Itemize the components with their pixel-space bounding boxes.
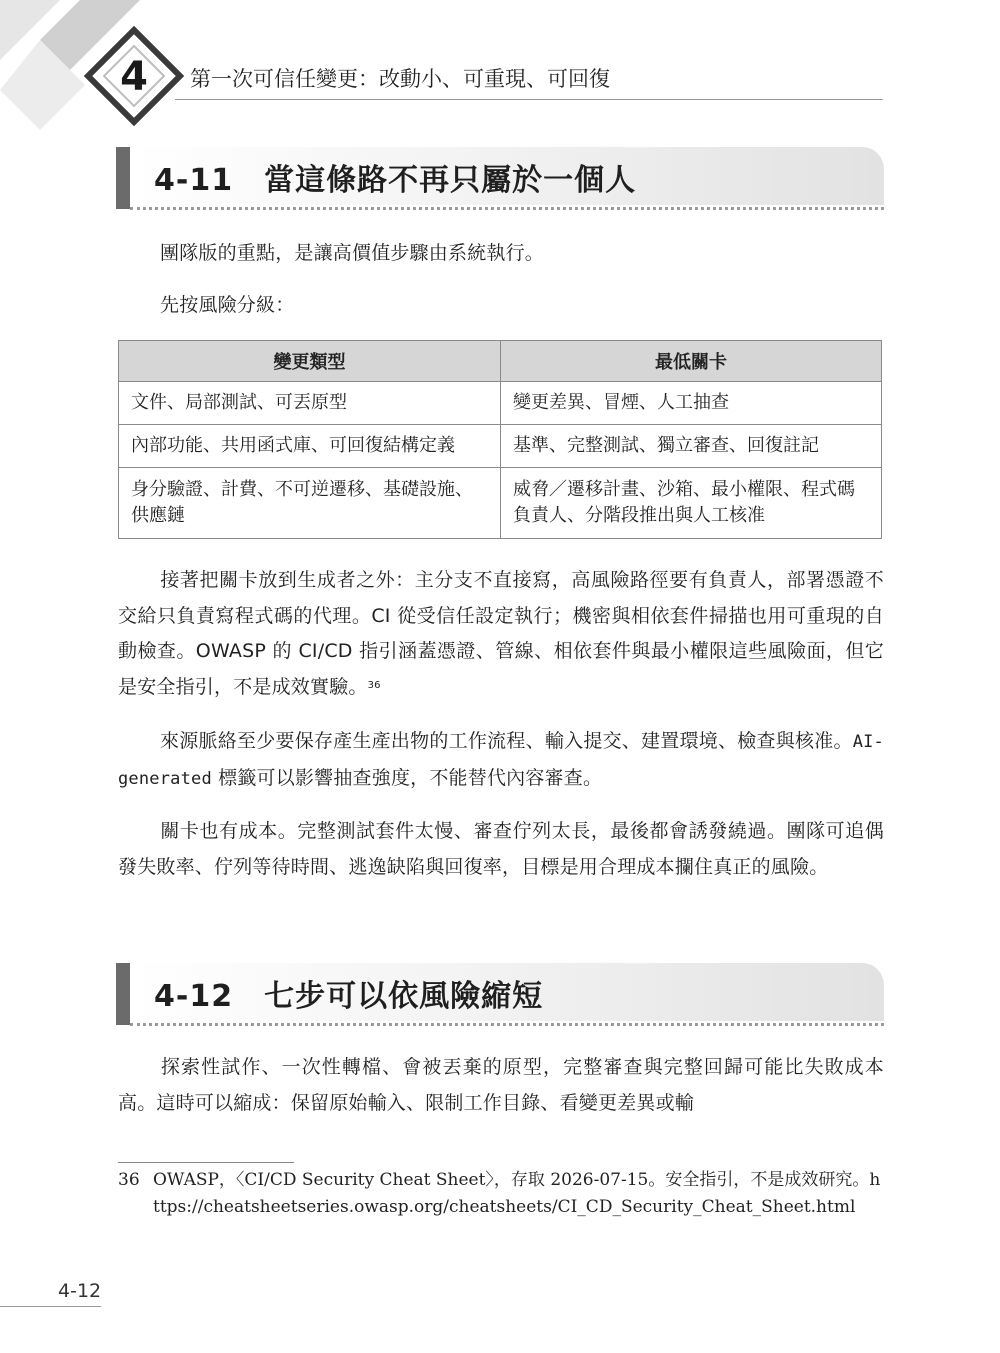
chapter-number: 4 bbox=[120, 54, 148, 100]
section-heading-bar bbox=[116, 963, 130, 1025]
section-title: 4-11 當這條路不再只屬於一個人 bbox=[154, 163, 637, 198]
risk-gate-table bbox=[118, 340, 882, 539]
footnote-rule bbox=[118, 1162, 294, 1163]
inline-code: AI-generated bbox=[118, 732, 884, 789]
paragraph-text: 接著把關卡放到生成者之外：主分支不直接寫，高風險路徑要有負責人，部署憑證不交給只負責寫程式碼的代理。CI 從受信任設定執行；機密與相依套件掃描也用可重現的自動檢查。OWASP 的 CI/CD 指引涵蓋憑證、管線、相依套件與最小權限這些風險面，但它是安全指引，不是成效實驗。 bbox=[118, 569, 884, 698]
paragraph bbox=[118, 288, 884, 324]
section-heading-bar bbox=[116, 147, 130, 209]
table-header-cell: 最低關卡 bbox=[501, 341, 882, 382]
paragraph-text: 探索性試作、一次性轉檔、會被丟棄的原型，完整審查與完整回歸可能比失敗成本高。這時可以縮成：保留原始輸入、限制工作目錄、看變更差異或輸 bbox=[118, 1056, 884, 1114]
table-cell: 內部功能、共用函式庫、可回復結構定義 bbox=[119, 425, 501, 468]
page-number: 4-12 bbox=[58, 1280, 102, 1302]
section-heading-4-12 bbox=[116, 963, 884, 1027]
table-cell: 威脅／遷移計畫、沙箱、最小權限、程式碼負責人、分階段推出與人工核准 bbox=[501, 468, 882, 539]
chapter-corner-decoration bbox=[0, 0, 200, 140]
table-cell: 變更差異、冒煙、人工抽查 bbox=[501, 382, 882, 425]
paragraph-text: 關卡也有成本。完整測試套件太慢、審查佇列太長，最後都會誘發繞過。團隊可追偶發失敗率、佇列等待時間、逃逸缺陷與回復率，目標是用合理成本攔住真正的風險。 bbox=[118, 820, 884, 878]
folio-rule bbox=[0, 1306, 101, 1307]
paragraph-text: 標籤可以影響抽查強度，不能替代內容審查。 bbox=[211, 766, 603, 789]
footnote-text: OWASP，〈CI/CD Security Cheat Sheet〉，存取 2026-07-15。安全指引，不是成效研究。https://cheatsheetseries.owasp.org/cheatsheets/CI_CD_Security_Cheat_Sheet.html bbox=[153, 1170, 881, 1217]
paragraph bbox=[118, 1050, 884, 1121]
paragraph-text: 團隊版的重點，是讓高價值步驟由系統執行。 bbox=[160, 242, 545, 264]
paragraph-text: 先按風險分級： bbox=[160, 294, 295, 316]
paragraph-text: 來源脈絡至少要保存產生產出物的工作流程、輸入提交、建置環境、檢查與核准。 bbox=[160, 730, 853, 752]
paragraph bbox=[118, 236, 884, 272]
chapter-running-title: 第一次可信任變更：改動小、可重現、可回復 bbox=[190, 67, 610, 91]
table-row bbox=[119, 382, 882, 425]
paragraph bbox=[118, 724, 884, 797]
section-heading-4-11 bbox=[116, 147, 884, 211]
footnote bbox=[118, 1167, 884, 1221]
table-header-row bbox=[119, 341, 882, 382]
section-dotted-rule bbox=[130, 1023, 884, 1026]
table-header-cell: 變更類型 bbox=[119, 341, 501, 382]
table-cell: 基準、完整測試、獨立審查、回復註記 bbox=[501, 425, 882, 468]
footnote-number: 36 bbox=[118, 1170, 140, 1190]
header-rule bbox=[175, 99, 883, 100]
section-dotted-rule bbox=[130, 207, 884, 210]
table-row bbox=[119, 425, 882, 468]
table-row bbox=[119, 468, 882, 539]
section-title: 4-12 七步可以依風險縮短 bbox=[154, 979, 544, 1014]
paragraph bbox=[118, 563, 884, 705]
paragraph bbox=[118, 814, 884, 885]
table-cell: 身分驗證、計費、不可逆遷移、基礎設施、供應鏈 bbox=[119, 468, 501, 539]
footnote-reference[interactable]: 36 bbox=[367, 679, 381, 691]
table-cell: 文件、局部測試、可丟原型 bbox=[119, 382, 501, 425]
